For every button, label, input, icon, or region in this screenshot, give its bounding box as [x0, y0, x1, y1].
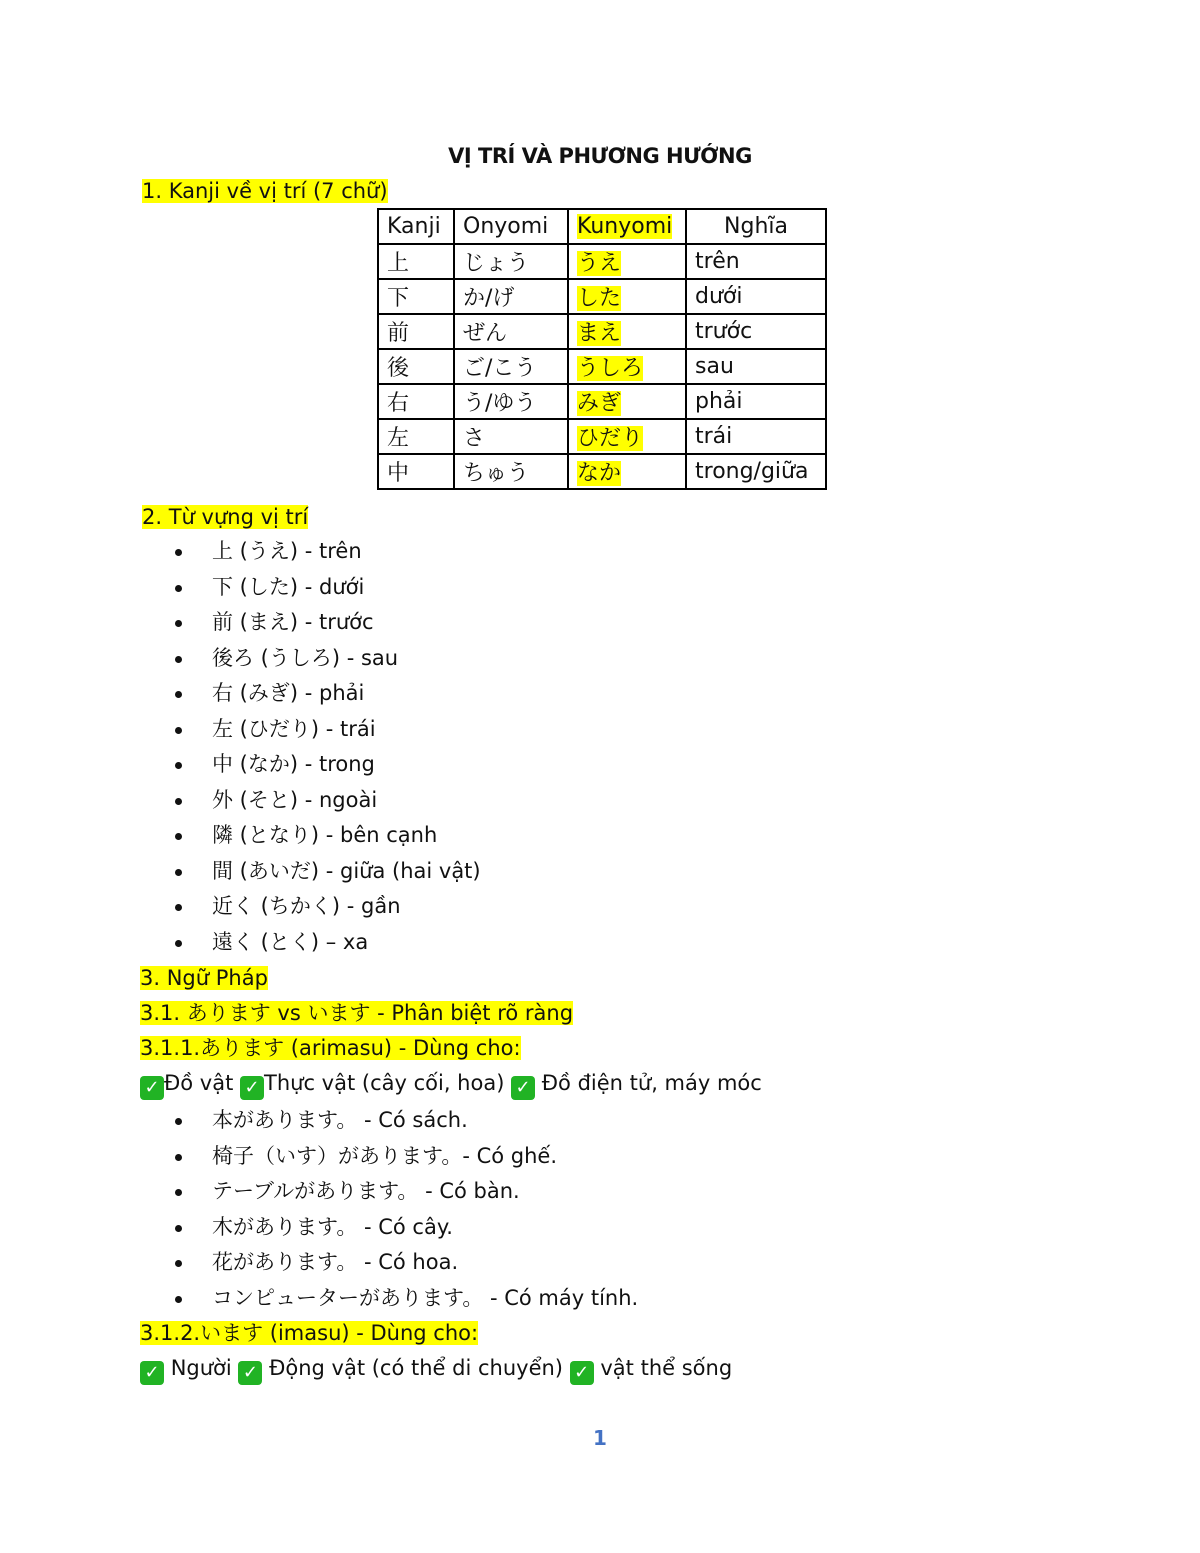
- check-mark-icon: ✓: [238, 1361, 262, 1385]
- list-item-text: 間 (あいだ) - giữa (hai vật): [212, 858, 481, 883]
- cell-kunyomi: [568, 244, 686, 279]
- kanji-table: [377, 208, 827, 490]
- bullet-icon: [175, 656, 182, 663]
- section-3-heading-text: 3. Ngữ Pháp: [140, 966, 268, 990]
- cell-onyomi: ご/こう: [454, 349, 568, 384]
- list-item-text: テーブルがあります。 - Có bàn.: [212, 1179, 520, 1203]
- table-row: [378, 419, 826, 454]
- cell-meaning: trong/giữa: [686, 454, 826, 489]
- bullet-icon: [175, 798, 182, 805]
- vocab-list: [175, 534, 481, 960]
- subsection-3-1-1-heading-text: 3.1.1.あります (arimasu) - Dùng cho:: [140, 1036, 521, 1060]
- cell-onyomi: か/げ: [454, 279, 568, 314]
- list-item: [175, 747, 481, 783]
- section-1-heading-text: 1. Kanji về vị trí (7 chữ): [142, 179, 388, 203]
- check-mark-icon: ✓: [570, 1361, 594, 1385]
- list-item: [175, 641, 481, 677]
- cell-kanji: 中: [378, 454, 454, 489]
- arimasu-example-list: [175, 1103, 638, 1316]
- bullet-icon: [175, 620, 182, 627]
- list-item: [175, 605, 481, 641]
- section-2-heading-text: 2. Từ vựng vị trí: [142, 505, 309, 529]
- subsection-3-1-2-heading-text: 3.1.2.います (imasu) - Dùng cho:: [140, 1321, 479, 1345]
- cell-kanji: 後: [378, 349, 454, 384]
- cell-kunyomi-text: なか: [577, 461, 622, 486]
- arimasu-usage-line: [140, 1068, 762, 1100]
- list-item-text: 中 (なか) - trong: [212, 752, 375, 776]
- bullet-icon: [175, 1189, 182, 1196]
- cell-kunyomi-text: みぎ: [577, 391, 622, 416]
- bullet-icon: [175, 1296, 182, 1303]
- bullet-icon: [175, 940, 182, 947]
- usage-item: Đồ điện tử, máy móc: [541, 1071, 762, 1095]
- cell-kunyomi: [568, 279, 686, 314]
- table-row: [378, 349, 826, 384]
- page-number: 1: [593, 1426, 607, 1450]
- cell-kanji: 左: [378, 419, 454, 454]
- list-item-text: 左 (ひだり) - trái: [212, 716, 376, 741]
- cell-meaning: dưới: [686, 279, 826, 314]
- cell-kunyomi: [568, 349, 686, 384]
- bullet-icon: [175, 904, 182, 911]
- bullet-icon: [175, 549, 182, 556]
- subsection-3-1-1-heading: [140, 1033, 521, 1063]
- cell-kunyomi: [568, 384, 686, 419]
- list-item-text: 前 (まえ) - trước: [212, 610, 374, 634]
- cell-onyomi: じょう: [454, 244, 568, 279]
- usage-item: Động vật (có thể di chuyển): [269, 1356, 563, 1380]
- list-item-text: 右 (みぎ) - phải: [212, 681, 365, 705]
- list-item: [175, 925, 481, 961]
- cell-onyomi: う/ゆう: [454, 384, 568, 419]
- header-onyomi: Onyomi: [454, 209, 568, 244]
- list-item-text: 後ろ (うしろ) - sau: [212, 645, 399, 670]
- table-row: [378, 244, 826, 279]
- header-kanji: Kanji: [378, 209, 454, 244]
- list-item-text: 椅子（いす）があります。- Có ghế.: [212, 1143, 557, 1168]
- bullet-icon: [175, 1118, 182, 1125]
- bullet-icon: [175, 585, 182, 592]
- cell-kanji: 前: [378, 314, 454, 349]
- bullet-icon: [175, 869, 182, 876]
- subsection-3-1-heading: [140, 998, 573, 1028]
- list-item-text: 下 (した) - dưới: [212, 574, 365, 599]
- cell-meaning: phải: [686, 384, 826, 419]
- cell-meaning: trước: [686, 314, 826, 349]
- cell-onyomi: ちゅう: [454, 454, 568, 489]
- list-item: [175, 889, 481, 925]
- usage-item: vật thể sống: [600, 1356, 733, 1380]
- header-kunyomi-text: Kunyomi: [577, 214, 673, 239]
- bullet-icon: [175, 1260, 182, 1267]
- list-item-text: 花があります。 - Có hoa.: [212, 1250, 459, 1274]
- cell-kunyomi-text: うしろ: [577, 356, 644, 381]
- cell-kunyomi: [568, 419, 686, 454]
- list-item-text: 外 (そと) - ngoài: [212, 787, 378, 812]
- table-row: [378, 384, 826, 419]
- list-item: [175, 1103, 638, 1139]
- table-header-row: [378, 209, 826, 244]
- cell-kanji: 下: [378, 279, 454, 314]
- section-3-heading: [140, 963, 268, 993]
- check-mark-icon: ✓: [511, 1076, 535, 1100]
- list-item: [175, 854, 481, 890]
- list-item: [175, 676, 481, 712]
- header-kunyomi: [568, 209, 686, 244]
- list-item-text: 近く (ちかく) - gần: [212, 894, 401, 918]
- cell-kunyomi-text: まえ: [577, 321, 622, 346]
- section-1-heading: [142, 176, 388, 206]
- usage-item: Thực vật (cây cối, hoa): [264, 1071, 505, 1095]
- imasu-usage-line: [140, 1353, 732, 1385]
- table-row: [378, 314, 826, 349]
- subsection-3-1-2-heading: [140, 1318, 478, 1348]
- cell-kunyomi-text: ひだり: [577, 426, 644, 451]
- check-mark-icon: ✓: [140, 1076, 164, 1100]
- list-item: [175, 1174, 638, 1210]
- cell-kunyomi-text: した: [577, 286, 622, 311]
- usage-item: Đồ vật: [164, 1071, 234, 1095]
- list-item: [175, 1281, 638, 1317]
- check-mark-icon: ✓: [240, 1076, 264, 1100]
- list-item: [175, 783, 481, 819]
- header-nghia: Nghĩa: [686, 209, 826, 244]
- cell-kunyomi: [568, 454, 686, 489]
- list-item: [175, 534, 481, 570]
- list-item: [175, 1210, 638, 1246]
- cell-meaning: sau: [686, 349, 826, 384]
- usage-item: Người: [170, 1356, 232, 1380]
- list-item-text: コンピューターがあります。 - Có máy tính.: [212, 1285, 639, 1310]
- check-mark-icon: ✓: [140, 1361, 164, 1385]
- cell-kanji: 右: [378, 384, 454, 419]
- bullet-icon: [175, 762, 182, 769]
- section-2-heading: [142, 502, 308, 532]
- list-item-text: 木があります。 - Có cây.: [212, 1214, 453, 1239]
- list-item: [175, 712, 481, 748]
- cell-kunyomi-text: うえ: [577, 251, 622, 276]
- list-item-text: 隣 (となり) - bên cạnh: [212, 823, 438, 847]
- subsection-3-1-heading-text: 3.1. あります vs います - Phân biệt rõ ràng: [140, 1001, 574, 1025]
- list-item: [175, 1139, 638, 1175]
- list-item: [175, 570, 481, 606]
- bullet-icon: [175, 1225, 182, 1232]
- bullet-icon: [175, 833, 182, 840]
- cell-onyomi: さ: [454, 419, 568, 454]
- list-item-text: 本があります。 - Có sách.: [212, 1108, 468, 1132]
- bullet-icon: [175, 727, 182, 734]
- cell-onyomi: ぜん: [454, 314, 568, 349]
- list-item-text: 遠く (とく) – xa: [212, 929, 369, 954]
- cell-kanji: 上: [378, 244, 454, 279]
- bullet-icon: [175, 691, 182, 698]
- list-item-text: 上 (うえ) - trên: [212, 539, 362, 563]
- bullet-icon: [175, 1154, 182, 1161]
- cell-meaning: trái: [686, 419, 826, 454]
- table-row: [378, 279, 826, 314]
- table-row: [378, 454, 826, 489]
- list-item: [175, 818, 481, 854]
- page-title: VỊ TRÍ VÀ PHƯƠNG HƯỚNG: [448, 144, 752, 168]
- list-item: [175, 1245, 638, 1281]
- cell-meaning: trên: [686, 244, 826, 279]
- cell-kunyomi: [568, 314, 686, 349]
